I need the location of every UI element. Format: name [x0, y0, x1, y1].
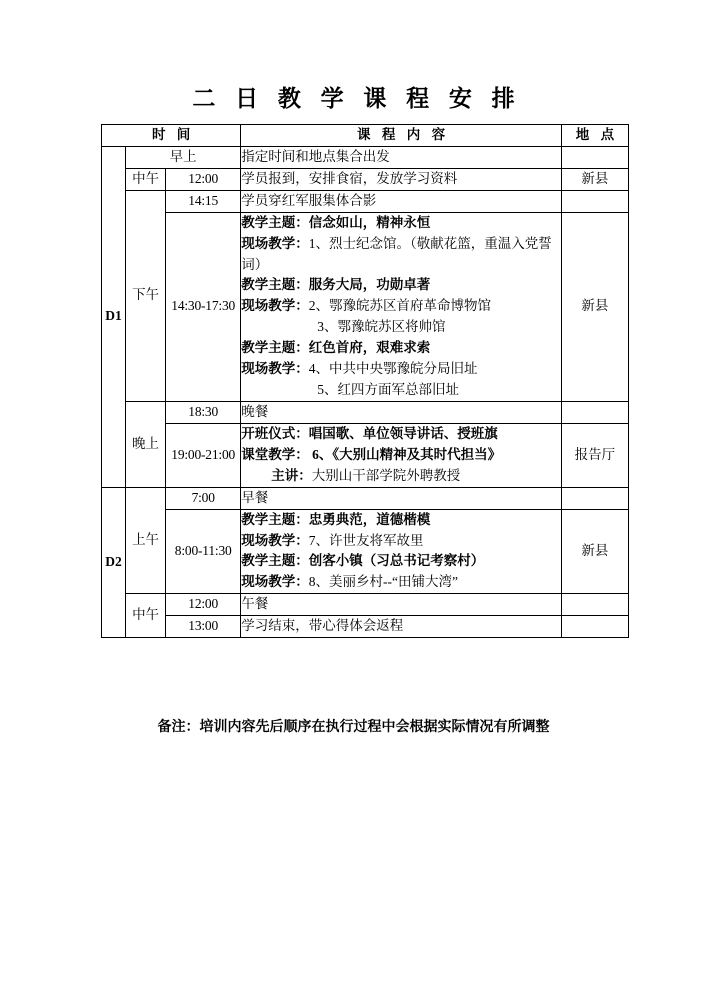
line-value: 红色首府，艰难求索	[308, 340, 431, 356]
line-value: 唱国歌、单位领导讲话、授班旗	[308, 425, 498, 441]
content-line	[241, 424, 561, 445]
table-row	[102, 212, 629, 401]
time-cell: 12:00	[166, 594, 241, 616]
line-label: 教学主题：	[241, 553, 309, 569]
line-label: 现场教学：	[241, 235, 309, 251]
line-label: 开班仪式：	[241, 425, 309, 441]
line-value: 3、鄂豫皖苏区将帅馆	[317, 319, 446, 335]
line-value: 忠勇典范，道德楷模	[308, 511, 431, 527]
place-cell	[561, 146, 628, 168]
day-label-d2: D2	[102, 487, 126, 637]
place-cell	[561, 594, 628, 616]
line-value: 创客小镇（习总书记考察村）	[308, 553, 485, 569]
place-cell	[561, 487, 628, 509]
table-row	[102, 146, 629, 168]
period-label-noon-d1: 中午	[126, 168, 166, 190]
line-value: 服务大局，功勋卓著	[308, 277, 431, 293]
line-label: 主讲：	[271, 467, 312, 483]
line-value: 5、红四方面军总部旧址	[317, 382, 459, 398]
table-row	[102, 616, 629, 638]
content-line	[241, 445, 561, 466]
period-label-evening-d1: 晚上	[126, 401, 166, 487]
content-line	[241, 338, 561, 359]
time-cell: 14:15	[166, 190, 241, 212]
table-row	[102, 487, 629, 509]
table-row	[102, 423, 629, 487]
schedule-table-container	[101, 124, 629, 638]
line-value: 信念如山，精神永恒	[308, 214, 431, 230]
time-cell: 18:30	[166, 401, 241, 423]
content-cell-opening-ceremony	[241, 423, 562, 487]
schedule-table	[101, 124, 629, 638]
line-value: 大别山干部学院外聘教授	[311, 467, 461, 483]
content-line	[241, 275, 561, 296]
line-label: 课堂教学：	[241, 446, 309, 462]
header-place: 地 点	[561, 125, 628, 147]
place-cell: 报告厅	[561, 423, 628, 487]
line-label: 教学主题：	[241, 511, 309, 527]
content-line	[241, 359, 561, 380]
time-cell: 13:00	[166, 616, 241, 638]
line-label: 现场教学：	[241, 574, 309, 590]
table-row	[102, 168, 629, 190]
content-line	[241, 380, 561, 401]
day-label-d1: D1	[102, 146, 126, 487]
place-cell: 新县	[561, 212, 628, 401]
content-cell: 早餐	[241, 487, 562, 509]
time-cell: 14:30-17:30	[166, 212, 241, 401]
content-cell-teaching-block	[241, 509, 562, 594]
page-title: 二 日 教 学 课 程 安 排	[192, 86, 522, 111]
table-row	[102, 190, 629, 212]
place-cell: 新县	[561, 168, 628, 190]
line-value: 7、许世友将军故里	[308, 532, 424, 548]
line-value: 4、中共中央鄂豫皖分局旧址	[308, 361, 478, 377]
period-label-noon-d2: 中午	[126, 594, 166, 638]
header-time: 时 间	[102, 125, 241, 147]
period-label-morning-d1: 早上	[126, 146, 241, 168]
place-cell	[561, 616, 628, 638]
line-label: 教学主题：	[241, 214, 309, 230]
place-cell	[561, 401, 628, 423]
table-row	[102, 594, 629, 616]
line-label: 现场教学：	[241, 298, 309, 314]
place-cell: 新县	[561, 509, 628, 594]
footnote: 备注：培训内容先后顺序在执行过程中会根据实际情况有所调整	[157, 720, 550, 735]
content-line	[241, 296, 561, 317]
time-cell: 8:00-11:30	[166, 509, 241, 594]
line-value: 1、烈士纪念馆。（敬献花篮，重温入党誓词）	[241, 235, 552, 272]
content-line	[241, 510, 561, 531]
content-cell: 学员穿红军服集体合影	[241, 190, 562, 212]
place-cell	[561, 190, 628, 212]
line-label: 现场教学：	[241, 532, 309, 548]
content-line	[241, 551, 561, 572]
line-label: 教学主题：	[241, 277, 309, 293]
table-row	[102, 509, 629, 594]
table-header-row	[102, 125, 629, 147]
content-cell: 午餐	[241, 594, 562, 616]
content-line	[241, 531, 561, 552]
period-label-morning-d2: 上午	[126, 487, 166, 594]
content-line	[241, 317, 561, 338]
line-value: 6、《大别山精神及其时代担当》	[308, 446, 502, 462]
content-line	[241, 213, 561, 234]
line-label: 教学主题：	[241, 340, 309, 356]
line-value: 8、美丽乡村--“田铺大湾”	[308, 574, 458, 590]
line-value: 2、鄂豫皖苏区首府革命博物馆	[308, 298, 491, 314]
time-cell: 7:00	[166, 487, 241, 509]
content-line	[241, 572, 561, 593]
content-cell: 学员报到，安排食宿，发放学习资料	[241, 168, 562, 190]
content-cell: 学习结束，带心得体会返程	[241, 616, 562, 638]
content-line	[241, 234, 561, 276]
content-cell: 晚餐	[241, 401, 562, 423]
time-cell: 19:00-21:00	[166, 423, 241, 487]
period-label-afternoon-d1: 下午	[126, 190, 166, 401]
line-label: 现场教学：	[241, 361, 309, 377]
header-content: 课 程 内 容	[241, 125, 562, 147]
content-cell-teaching-block	[241, 212, 562, 401]
content-cell: 指定时间和地点集合出发	[241, 146, 562, 168]
time-cell: 12:00	[166, 168, 241, 190]
content-line	[241, 466, 561, 487]
table-row	[102, 401, 629, 423]
